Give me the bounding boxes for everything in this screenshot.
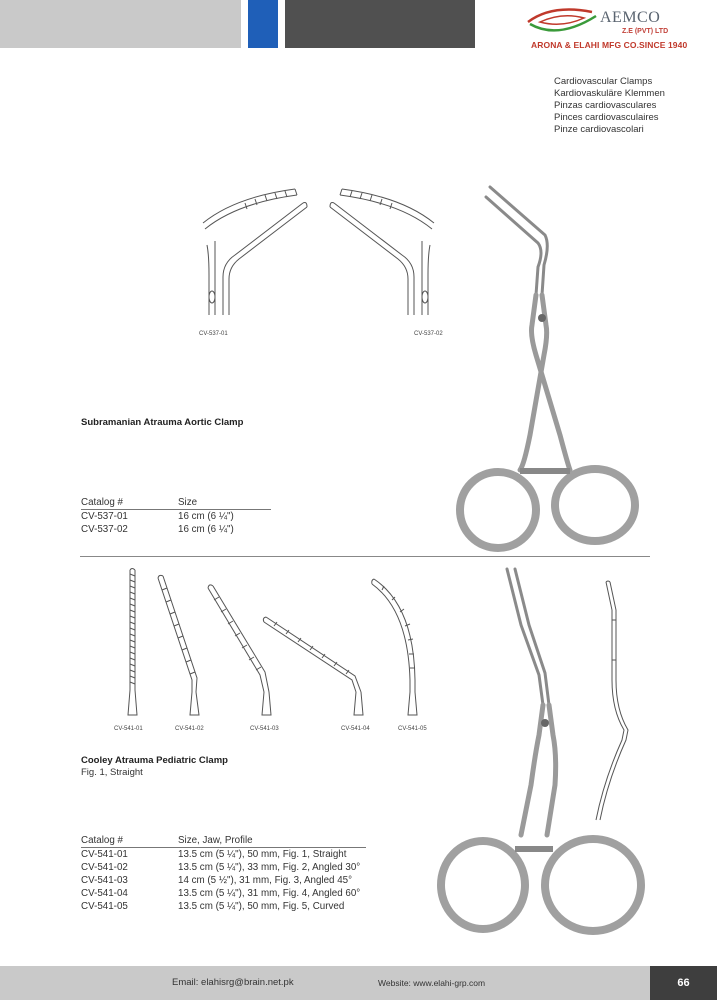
- category-title-de: Kardiovaskuläre Klemmen: [554, 88, 665, 99]
- product2-catalog-table: [81, 835, 366, 913]
- table-row: [81, 861, 366, 874]
- header-bar-dark: [285, 0, 475, 48]
- table-cell: 13.5 cm (5 ¼"), 33 mm, Fig. 2, Angled 30°: [178, 862, 361, 873]
- table-cell: CV-541-04: [81, 888, 128, 899]
- table-cell: CV-541-01: [81, 849, 128, 860]
- jaw-drawing-cv-541-04: [260, 570, 370, 720]
- table-cell: CV-537-02: [81, 524, 128, 535]
- figure-label-cv-541-05: CV-541-05: [398, 726, 427, 732]
- brand-subtitle: Z.E (PVT) LTD: [622, 28, 669, 35]
- table-cell: 13.5 cm (5 ¼"), 50 mm, Fig. 5, Curved: [178, 901, 345, 912]
- brand-name: AEMCO: [600, 9, 661, 26]
- product1-title: Subramanian Atrauma Aortic Clamp: [81, 417, 244, 428]
- table-cell: CV-541-02: [81, 862, 128, 873]
- footer-email: Email: elahisrg@brain.net.pk: [172, 977, 294, 988]
- table-cell: CV-537-01: [81, 511, 128, 522]
- header-bar-gray: [0, 0, 241, 48]
- footer-bar: [0, 966, 650, 1000]
- table-header-size: Size: [178, 497, 271, 510]
- figure-label-cv-537-01: CV-537-01: [199, 331, 228, 337]
- category-titles: [554, 76, 665, 136]
- footer-website: Website: www.elahi-grp.com: [378, 978, 486, 988]
- table-cell: 14 cm (5 ½"), 31 mm, Fig. 3, Angled 45°: [178, 875, 353, 886]
- page-number: 66: [650, 966, 717, 1000]
- aemco-logo-icon: [522, 2, 602, 38]
- jaw-drawing-cv-537-02: [332, 185, 442, 325]
- clamp-profile-drawing: [588, 580, 638, 820]
- category-title-en: Cardiovascular Clamps: [554, 76, 653, 87]
- table-row: [81, 887, 366, 900]
- jaw-drawing-cv-541-05: [368, 570, 428, 720]
- table-cell: 13.5 cm (5 ¼"), 50 mm, Fig. 1, Straight: [178, 849, 347, 860]
- aortic-clamp-image: [450, 185, 650, 545]
- table-row: [81, 510, 271, 524]
- jaw-drawing-cv-541-01: [122, 570, 142, 720]
- table-header-catalog: Catalog #: [81, 835, 178, 848]
- header-bar-blue: [248, 0, 278, 48]
- table-header-row: [81, 497, 271, 510]
- category-title-fr: Pinces cardiovasculaires: [554, 112, 659, 123]
- section-divider: [80, 556, 650, 557]
- table-row: [81, 900, 366, 913]
- product2-subtitle: Fig. 1, Straight: [81, 767, 143, 778]
- table-cell: 13.5 cm (5 ¼"), 31 mm, Fig. 4, Angled 60°: [178, 888, 361, 899]
- table-cell: 16 cm (6 ¼"): [178, 524, 234, 535]
- table-cell: CV-541-03: [81, 875, 128, 886]
- table-cell: CV-541-05: [81, 901, 128, 912]
- table-cell: 16 cm (6 ¼"): [178, 511, 234, 522]
- table-header-row: [81, 835, 366, 848]
- table-row: [81, 523, 271, 536]
- category-title-es: Pinzas cardiovasculares: [554, 100, 657, 111]
- figure-label-cv-541-02: CV-541-02: [175, 726, 204, 732]
- table-header-catalog: Catalog #: [81, 497, 178, 510]
- category-title-it: Pinze cardiovascolari: [554, 124, 644, 135]
- figure-label-cv-541-04: CV-541-04: [341, 726, 370, 732]
- figure-label-cv-541-03: CV-541-03: [250, 726, 279, 732]
- product1-catalog-table: [81, 497, 271, 536]
- brand-tagline: ARONA & ELAHI MFG CO.SINCE 1940: [531, 40, 688, 50]
- jaw-drawing-cv-537-01: [195, 185, 305, 325]
- table-row: [81, 874, 366, 887]
- table-row: [81, 848, 366, 862]
- figure-label-cv-537-02: CV-537-02: [414, 331, 443, 337]
- product2-title: Cooley Atrauma Pediatric Clamp: [81, 755, 228, 766]
- table-header-size-jaw-profile: Size, Jaw, Profile: [178, 835, 366, 848]
- figure-label-cv-541-01: CV-541-01: [114, 726, 143, 732]
